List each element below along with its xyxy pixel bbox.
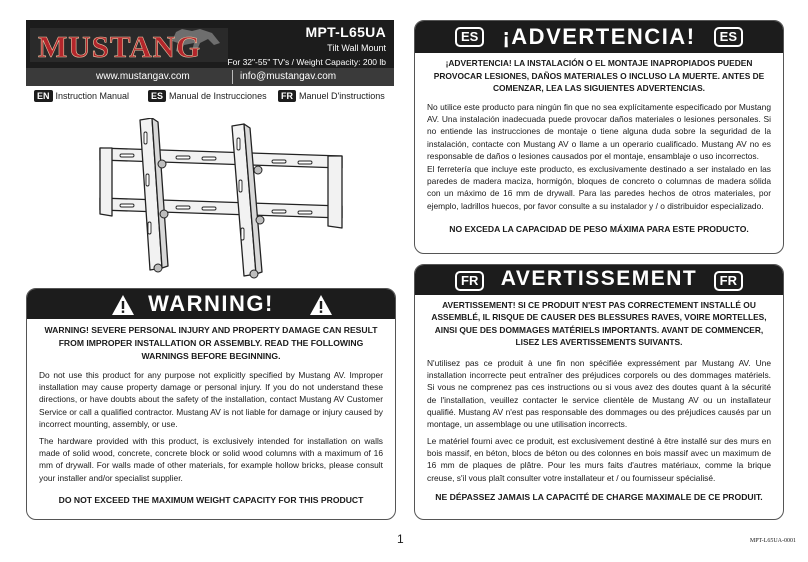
language-label-es: Manual de Instrucciones bbox=[169, 91, 267, 101]
language-label-en: Instruction Manual bbox=[55, 91, 130, 101]
advertencia-lead: ¡ADVERTENCIA! LA INSTALACIÓN O EL MONTAJE INAPROPIADOS PUEDEN PROVOCAR LESIONES, DAÑOS MATERIALES O INCLUSO LA MUERTE. ANTES DE COMENZAR, LEA LAS SIGUIENTES ADVERTENCIAS. bbox=[433, 58, 765, 94]
warning-title-bar bbox=[27, 289, 395, 319]
avertissement-paragraph-1: N'utilisez pas ce produit à une fin non spécifiée expressément par Mustang AV. Une installation incorrecte peut entraîner des préjudices corporels ou des dommages matériels. Si vous ne comprenez pas ces instructions ou si vous avez des doutes quant à la sécurité de l'installation, veuillez contacter le service clientèle de Mustang AV ou un installateur qualifié. Mustang AV n'est pas responsable des dommages ou des préjudices causés par un montage, un assemblage ou une utilisation incorrects. bbox=[427, 358, 771, 430]
warning-triangle-icon bbox=[309, 294, 333, 316]
avertissement-title: AVERTISSEMENT bbox=[500, 267, 698, 290]
warning-panel-en bbox=[26, 288, 396, 520]
warning-panel-es bbox=[414, 20, 784, 254]
advertencia-title: ¡ADVERTENCIA! bbox=[502, 24, 696, 49]
language-item-en bbox=[34, 90, 129, 102]
page-number: 1 bbox=[397, 532, 404, 546]
header-banner bbox=[26, 20, 394, 68]
language-list bbox=[26, 90, 394, 106]
website-link[interactable]: www.mustangav.com bbox=[96, 71, 190, 82]
language-tag-fr: FR bbox=[714, 271, 743, 291]
warning-footer: DO NOT EXCEED THE MAXIMUM WEIGHT CAPACITY FOR THIS PRODUCT bbox=[58, 495, 364, 505]
document-id: MPT-L65UA-0001 bbox=[749, 538, 796, 544]
language-label-fr: Manuel D'instructions bbox=[299, 91, 385, 101]
wall-mount-bracket-illustration bbox=[92, 118, 354, 280]
language-item-fr bbox=[278, 90, 385, 102]
warning-panel-fr bbox=[414, 264, 784, 520]
email-link[interactable]: info@mustangav.com bbox=[240, 71, 337, 82]
contact-divider bbox=[232, 70, 233, 84]
language-badge-fr: FR bbox=[278, 90, 296, 102]
header bbox=[26, 20, 394, 110]
advertencia-paragraph-1: No utilice este producto para ningún fin que no sea explícitamente especificado por Mustang AV. Una instalación inadecuada puede provocar daños materiales o lesiones personales. Si no entiende las instrucciones de montaje o tiene alguna duda sobre la seguridad de la instalación, contacte con Mustang AV o llame a un operario cualificado. Mustang AV no es responsable de daños o lesiones causados por el montaje, ensamblaje o uso incorrectos. bbox=[427, 102, 771, 161]
language-badge-en: EN bbox=[34, 90, 53, 102]
advertencia-title-bar bbox=[415, 21, 783, 53]
language-tag-es: ES bbox=[455, 27, 484, 47]
language-item-es bbox=[148, 90, 267, 102]
language-tag-fr: FR bbox=[455, 271, 484, 291]
contact-bar bbox=[26, 68, 394, 86]
warning-lead: WARNING! SEVERE PERSONAL INJURY AND PROPERTY DAMAGE CAN RESULT FROM IMPROPER INSTALLATION OR ASSEMBLY. READ THE FOLLOWING WARNINGS BEFORE BEGINNING. bbox=[44, 325, 378, 361]
product-name: Tilt Wall Mount bbox=[327, 43, 386, 53]
warning-paragraph-2: The hardware provided with this product, is exclusively intended for installation on walls made of solid wood, concrete, concrete block or solid wood columns with a maximum of 16 mm of drywall. For walls made of other materials, for example hollow bricks, please consult your installer and/or specialist supplier. bbox=[39, 436, 383, 483]
mustang-logo bbox=[26, 26, 232, 64]
language-tag-es: ES bbox=[714, 27, 743, 47]
advertencia-footer: NO EXCEDA LA CAPACIDAD DE PESO MÁXIMA PARA ESTE PRODUCTO. bbox=[449, 224, 749, 234]
avertissement-title-bar bbox=[415, 265, 783, 295]
model-number: MPT-L65UA bbox=[305, 24, 386, 40]
language-badge-es: ES bbox=[148, 90, 166, 102]
avertissement-footer: NE DÉPASSEZ JAMAIS LA CAPACITÉ DE CHARGE MAXIMALE DE CE PRODUIT. bbox=[435, 492, 763, 502]
svg-text:MUSTANG: MUSTANG bbox=[38, 29, 202, 64]
warning-title: WARNING! bbox=[148, 291, 274, 316]
avertissement-lead: AVERTISSEMENT! SI CE PRODUIT N'EST PAS CORRECTEMENT INSTALLÉ OU ASSEMBLÉ, IL RISQUE DE CAUSER DES BLESSURES RAVES, VOIRE MORTELLES, AINSI QUE DES DOMMAGES MATÉRIELS IMPORTANTS. AVANT DE COMMENCER, LISEZ LES AVERTISSEMENTS SUIVANTS. bbox=[431, 300, 767, 348]
advertencia-paragraph-2: El ferretería que incluye este producto, es exclusivamente destinado a ser instalado en las paredes de madera maciza, hormigón, bloques de concreto o columnas de madera sólida con un máximo de 16 mm de drywall. Para las paredes hechos de otros materiales, por ejemplo, ladrillos huecos, por favor consulte a su instalador y / o distribuidor especializado. bbox=[427, 164, 771, 211]
avertissement-paragraph-2: Le matériel fourni avec ce produit, est exclusivement destiné à être installé sur des murs en bois massif, en béton, blocs de béton ou des colonnes en bois massif avec un maximum de 16 mm de plaques de plâtre. Pour les murs faits d'autres matériaux, comme la brique creuse, s'il vous plaît consulter votre installateur et / ou fournisseur spécialisé. bbox=[427, 436, 771, 483]
warning-paragraph-1: Do not use this product for any purpose not explicitly specified by Mustang AV. Improper installation may cause property damage or personal injury. If you do not understand these directions, or have doubts about the safety of the installation, contact Mustang AV Customer Service or call a qualified contractor. Mustang AV is not liable for damage or injury caused by incorrect mounting, assembly, or use. bbox=[39, 370, 383, 429]
product-spec: For 32"-55" TV's / Weight Capacity: 200 lb bbox=[227, 57, 386, 67]
